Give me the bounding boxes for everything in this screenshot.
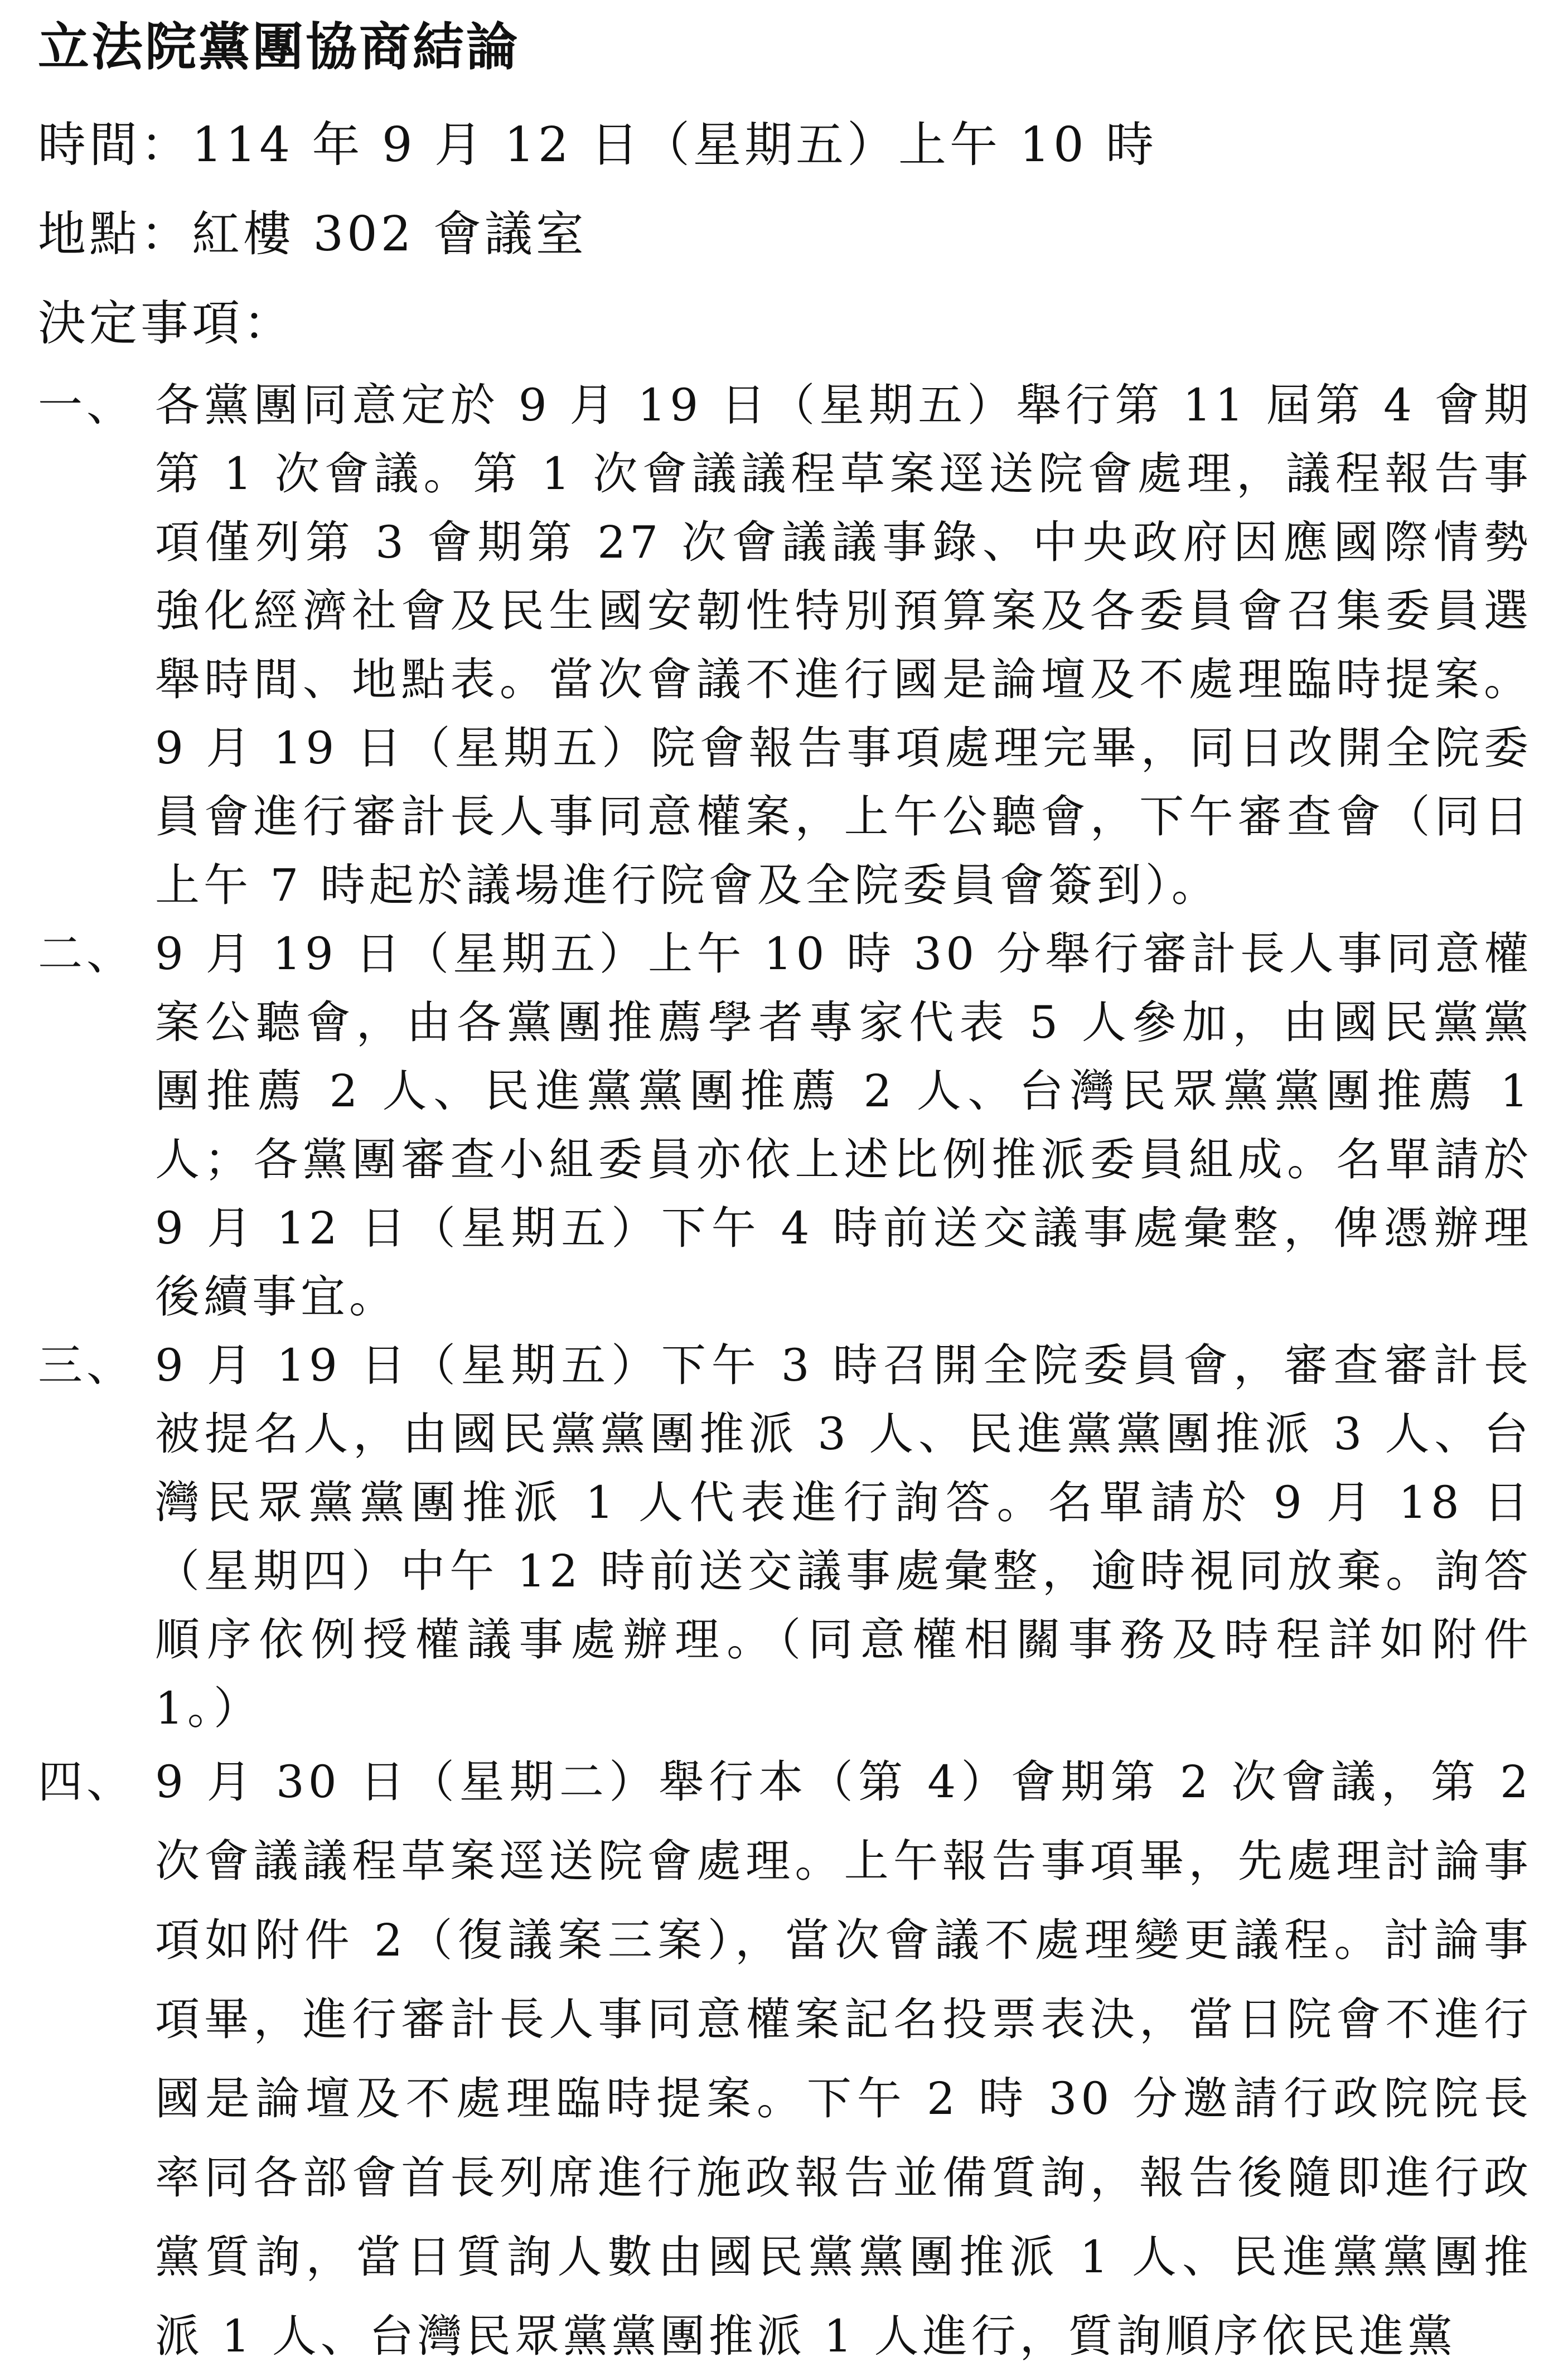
decision-item-3 — [38, 1331, 1532, 1743]
decision-item-number: 四、 — [38, 1756, 135, 1808]
decision-item-text: 9 月 30 日（星期二）舉行本（第 4）會期第 2 次會議，第 2 次會議議程草案逕送院會處理。上午報告事項畢，先處理討論事項如附件 2（復議案三案），當次會議不處理變更議程。討論事項畢，進行審計長人事同意權案記名投票表決，當日院會不進行國是論壇及不處理臨時提案。下午 2 時 30 分邀請行政院院長率同各部會首長列席進行施政報告並備質詢，報告後隨即進行政黨質詢，當日質詢人數由國民黨黨團推派 1 人、民進黨黨團推派 1 人、台灣民眾黨黨團推派 1 人進行，質詢順序依民進黨 — [155, 1756, 1532, 2362]
decision-item-number: 一、 — [38, 379, 135, 431]
decision-items-list — [38, 371, 1532, 2376]
decision-item-4 — [38, 1743, 1532, 2376]
decision-item-text: 9 月 19 日（星期五）上午 10 時 30 分舉行審計長人事同意權案公聽會，由各黨團推薦學者專家代表 5 人參加，由國民黨黨團推薦 2 人、民進黨黨團推薦 2 人、台灣民眾黨黨團推薦 1 人；各黨團審查小組委員亦依上述比例推派委員組成。名單請於 9 月 12 日（星期五）下午 4 時前送交議事處彙整，俾憑辦理後續事宜。 — [155, 928, 1532, 1323]
decision-item-number: 二、 — [38, 928, 135, 980]
meeting-place: 地點：紅樓 302 會議室 — [38, 206, 587, 262]
meeting-time: 時間：114 年 9 月 12 日（星期五）上午 10 時 — [38, 117, 1158, 173]
decisions-heading: 決定事項： — [38, 296, 294, 351]
decision-item-1 — [38, 371, 1532, 920]
decision-item-text: 各黨團同意定於 9 月 19 日（星期五）舉行第 11 屆第 4 會期第 1 次會議。第 1 次會議議程草案逕送院會處理，議程報告事項僅列第 3 會期第 27 次會議議事錄、中央政府因應國際情勢強化經濟社會及民生國安韌性特別預算案及各委員會召集委員選舉時間、地點表。當次會議不進行國是論壇及不處理臨時提案。9 月 19 日（星期五）院會報告事項處理完畢，同日改開全院委員會進行審計長人事同意權案，上午公聽會，下午審查會（同日上午 7 時起於議場進行院會及全院委員會簽到）。 — [155, 379, 1532, 911]
decision-item-number: 三、 — [38, 1339, 135, 1391]
decision-item-text: 9 月 19 日（星期五）下午 3 時召開全院委員會，審查審計長被提名人，由國民黨黨團推派 3 人、民進黨黨團推派 3 人、台灣民眾黨黨團推派 1 人代表進行詢答。名單請於 9 月 18 日（星期四）中午 12 時前送交議事處彙整，逾時視同放棄。詢答順序依例授權議事處辦理。（同意權相關事務及時程詳如附件 1。） — [155, 1339, 1532, 1734]
document-title: 立法院黨團協商結論 — [38, 17, 520, 77]
decision-item-2 — [38, 920, 1532, 1331]
